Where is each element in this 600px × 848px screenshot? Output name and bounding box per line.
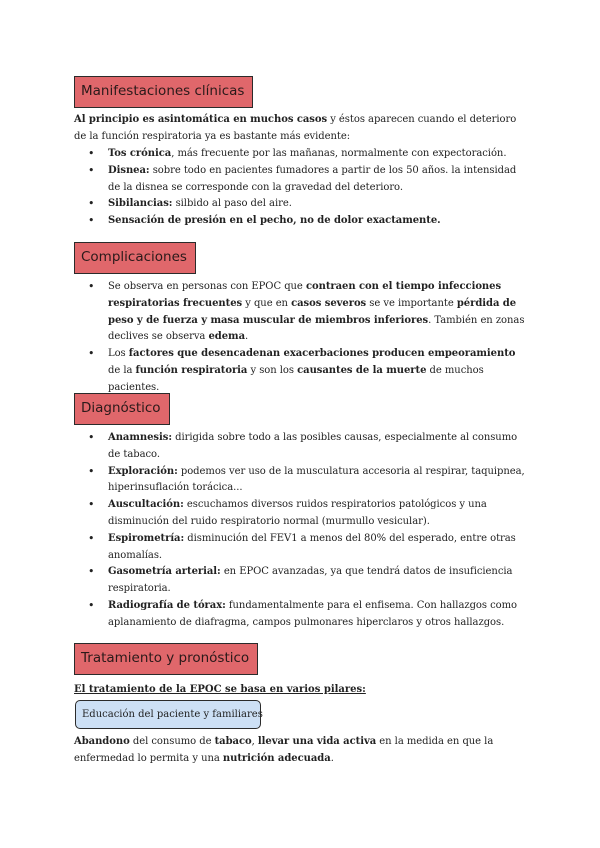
list-item: • Tos crónica, más frecuente por las mañanas, normalmente con expectoración. <box>74 146 528 163</box>
list-item: • Espirometría: disminución del FEV1 a menos del 80% del esperado, entre otras anomalías. <box>74 531 528 565</box>
intro-bold: Al principio es asintomática en muchos casos <box>74 114 328 125</box>
complicaciones-list <box>74 279 528 397</box>
list-item: • Gasometría arterial: en EPOC avanzadas, ya que tendrá datos de insuficiencia respiratoria. <box>74 564 528 598</box>
list-item: • Auscultación: escuchamos diversos ruidos respiratorios patológicos y una disminución del ruido respiratorio normal (murmullo vesicular). <box>74 497 528 531</box>
list-item: • Anamnesis: dirigida sobre todo a las posibles causas, especialmente al consumo de tabaco. <box>74 430 528 464</box>
heading-tratamiento: Tratamiento y pronóstico <box>74 643 258 675</box>
pilar-educacion-box: Educación del paciente y familiares <box>75 700 261 729</box>
heading-manifestaciones: Manifestaciones clínicas <box>74 76 253 108</box>
list-item: • Se observa en personas con EPOC que contraen con el tiempo infecciones respiratorias frecuentes y que en casos severos se ve importante pérdida de peso y de fuerza y masa muscular de miembros inferiores. También en zonas declives se observa edema. <box>74 279 528 346</box>
list-item: • Los factores que desencadenan exacerbaciones producen empeoramiento de la función respiratoria y son los causantes de la muerte de muchos pacientes. <box>74 346 528 396</box>
heading-diagnostico: Diagnóstico <box>74 393 170 425</box>
manifestaciones-intro <box>74 112 528 146</box>
tratamiento-final: Abandono del consumo de tabaco, llevar una vida activa en la medida en que la enfermedad lo permita y una nutrición adecuada. <box>74 736 494 764</box>
list-item: • Radiografía de tórax: fundamentalmente para el enfisema. Con hallazgos como aplanamiento de diafragma, campos pulmonares hiperclaros y otros hallazgos. <box>74 598 528 632</box>
heading-complicaciones: Complicaciones <box>74 242 196 274</box>
list-item: • Sensación de presión en el pecho, no de dolor exactamente. <box>74 213 528 230</box>
list-item: • Disnea: sobre todo en pacientes fumadores a partir de los 50 años. la intensidad de la disnea se corresponde con la gravedad del deterioro. <box>74 163 528 197</box>
intro-text: y éstos aparecen cuando el deterioro de la función respiratoria ya es bastante más evidente: <box>74 114 517 142</box>
list-item: • Sibilancias: silbido al paso del aire. <box>74 196 528 213</box>
manifestaciones-list <box>74 146 528 230</box>
list-item: • Exploración: podemos ver uso de la musculatura accesoria al respirar, taquipnea, hiperinsuflación torácica... <box>74 464 528 498</box>
diagnostico-list <box>74 430 528 632</box>
tratamiento-subtitle: El tratamiento de la EPOC se basa en varios pilares: <box>74 684 366 695</box>
